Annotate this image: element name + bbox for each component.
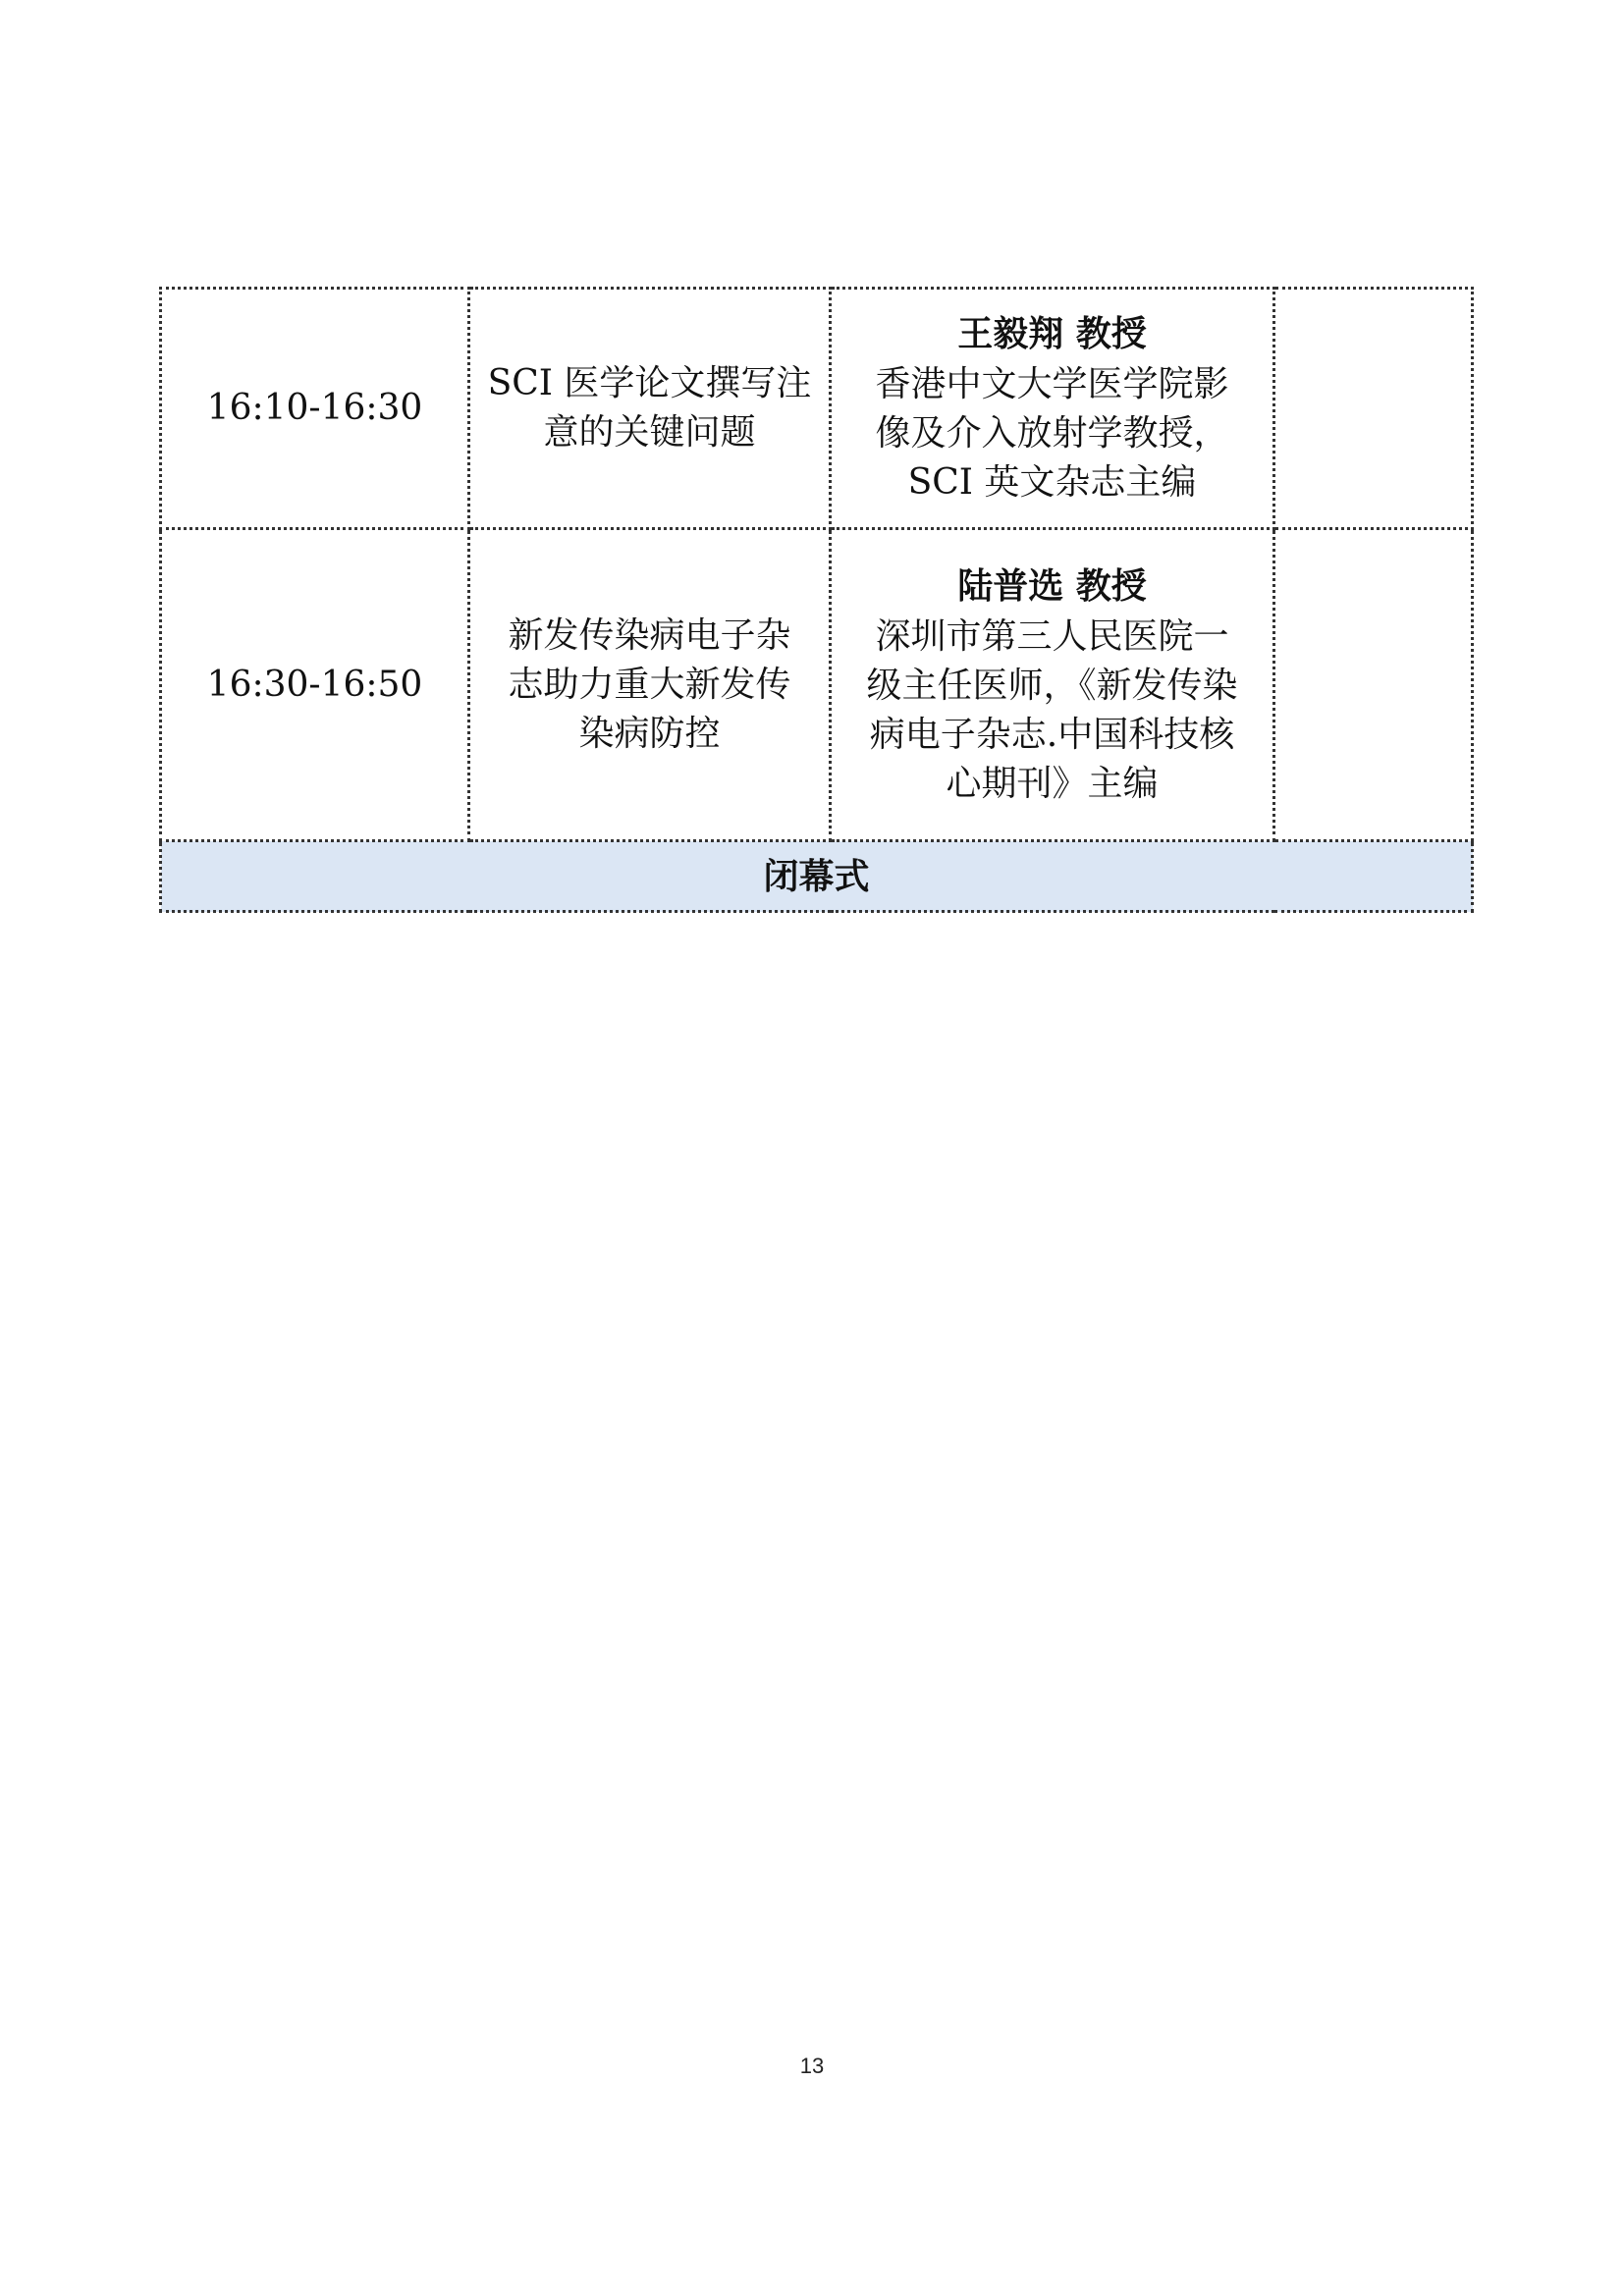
topic-cell [469,289,831,529]
topic-text: 新发传染病电子杂 志助力重大新发传 染病防控 [508,614,791,754]
speaker-description: 香港中文大学医学院影 像及介入放射学教授， SCI 英文杂志主编 [875,364,1229,503]
schedule-row [161,529,1473,841]
speaker-cell [831,529,1274,841]
speaker-name: 陆普选 教授 [957,565,1147,607]
note-cell [1274,529,1473,841]
note-cell [1274,289,1473,529]
closing-ceremony-label: 闭幕式 [161,841,1473,912]
topic-text: SCI 医学论文撰写注 意的关键问题 [487,363,812,453]
time-cell: 16:10-16:30 [161,289,469,529]
topic-cell [469,529,831,841]
schedule-table [159,287,1474,913]
closing-row [161,841,1473,912]
speaker-description: 深圳市第三人民医院一 级主任医师，《新发传染 病电子杂志.中国科技核 心期刊》主编 [866,615,1238,804]
page-number: 13 [799,2054,825,2078]
speaker-name: 王毅翔 教授 [957,314,1147,354]
schedule-row [161,289,1473,529]
speaker-cell [831,289,1274,529]
time-cell: 16:30-16:50 [161,529,469,841]
